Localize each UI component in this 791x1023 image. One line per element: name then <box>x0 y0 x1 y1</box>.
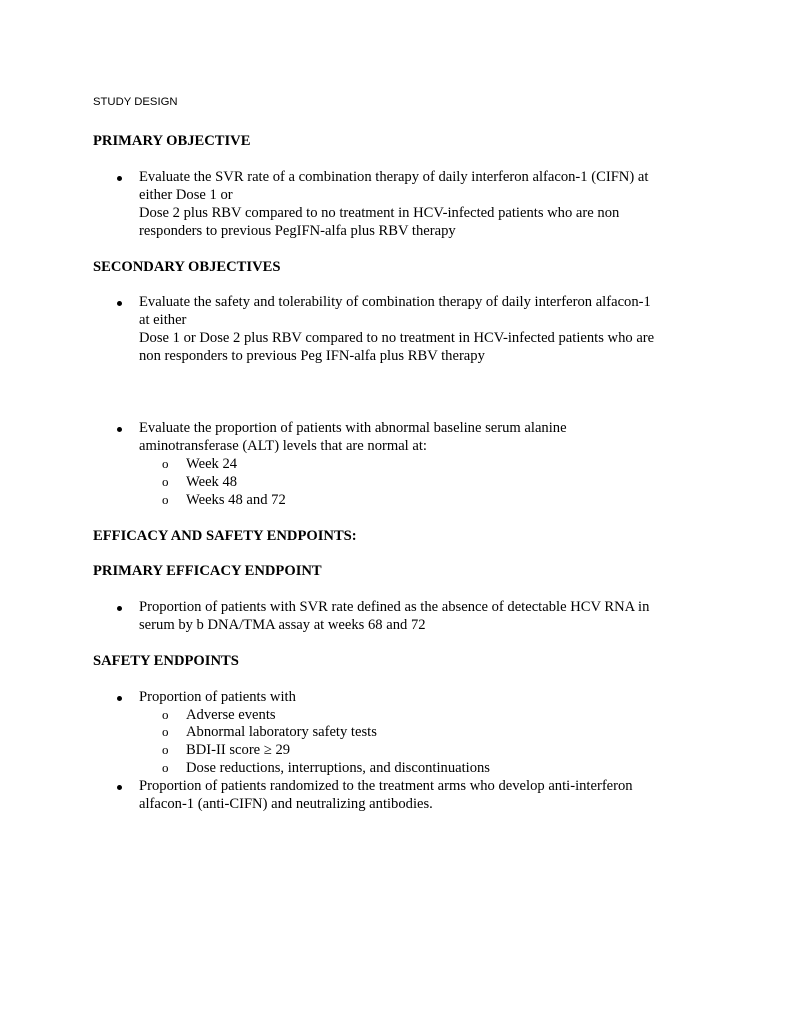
sub-bullet-marker: o <box>162 492 169 507</box>
sub-item-adverse-events: Adverse events <box>186 707 276 723</box>
bullet-marker <box>117 606 122 611</box>
bullet-marker <box>117 176 122 181</box>
sub-bullet-marker: o <box>162 724 169 739</box>
safety-endpoints-heading: SAFETY ENDPOINTS <box>93 653 239 669</box>
secondary-objective-1-line-2: at either <box>139 312 187 328</box>
safety-endpoint-2-line-2: alfacon-1 (anti-CIFN) and neutralizing antibodies. <box>139 796 433 812</box>
sub-item-bdi-score: BDI-II score ≥ 29 <box>186 742 291 758</box>
sub-bullet-marker: o <box>162 760 169 775</box>
primary-efficacy-line-1: Proportion of patients with SVR rate defined as the absence of detectable HCV RNA in <box>139 599 650 615</box>
primary-objective-line-3: Dose 2 plus RBV compared to no treatment in HCV-infected patients who are non <box>139 205 620 221</box>
bullet-marker <box>117 427 122 432</box>
sub-bullet-marker: o <box>162 707 169 722</box>
sub-bullet-marker: o <box>162 742 169 757</box>
primary-objective-heading: PRIMARY OBJECTIVE <box>93 133 251 149</box>
safety-endpoint-2-line-1: Proportion of patients randomized to the treatment arms who develop anti-interferon <box>139 778 633 794</box>
endpoints-heading: EFFICACY AND SAFETY ENDPOINTS: <box>93 528 357 544</box>
sub-item-weeks-48-72: Weeks 48 and 72 <box>186 492 286 508</box>
bullet-marker <box>117 696 122 701</box>
safety-endpoint-1-line-1: Proportion of patients with <box>139 689 296 705</box>
sub-bullet-marker: o <box>162 456 169 471</box>
primary-objective-line-2: either Dose 1 or <box>139 187 233 203</box>
secondary-objective-2-line-2: aminotransferase (ALT) levels that are normal at: <box>139 438 427 454</box>
sub-item-week-24: Week 24 <box>186 456 238 472</box>
primary-objective-line-1: Evaluate the SVR rate of a combination therapy of daily interferon alfacon-1 (CIFN) at <box>139 169 649 185</box>
primary-efficacy-line-2: serum by b DNA/TMA assay at weeks 68 and 72 <box>139 617 426 633</box>
secondary-objectives-heading: SECONDARY OBJECTIVES <box>93 259 281 275</box>
bullet-marker <box>117 301 122 306</box>
secondary-objective-1-line-1: Evaluate the safety and tolerability of combination therapy of daily interferon alfacon-1 <box>139 294 651 310</box>
sub-item-week-48: Week 48 <box>186 474 238 490</box>
bullet-marker <box>117 785 122 790</box>
primary-efficacy-endpoint-heading: PRIMARY EFFICACY ENDPOINT <box>93 563 322 579</box>
secondary-objective-1-line-4: non responders to previous Peg IFN-alfa plus RBV therapy <box>139 348 485 364</box>
sub-item-lab-tests: Abnormal laboratory safety tests <box>186 724 377 740</box>
sub-item-dose-reductions: Dose reductions, interruptions, and discontinuations <box>186 760 490 776</box>
sub-bullet-marker: o <box>162 474 169 489</box>
secondary-objective-2-line-1: Evaluate the proportion of patients with abnormal baseline serum alanine <box>139 420 567 436</box>
document-title: STUDY DESIGN <box>93 96 178 108</box>
primary-objective-line-4: responders to previous PegIFN-alfa plus RBV therapy <box>139 223 456 239</box>
secondary-objective-1-line-3: Dose 1 or Dose 2 plus RBV compared to no treatment in HCV-infected patients who are <box>139 330 655 346</box>
